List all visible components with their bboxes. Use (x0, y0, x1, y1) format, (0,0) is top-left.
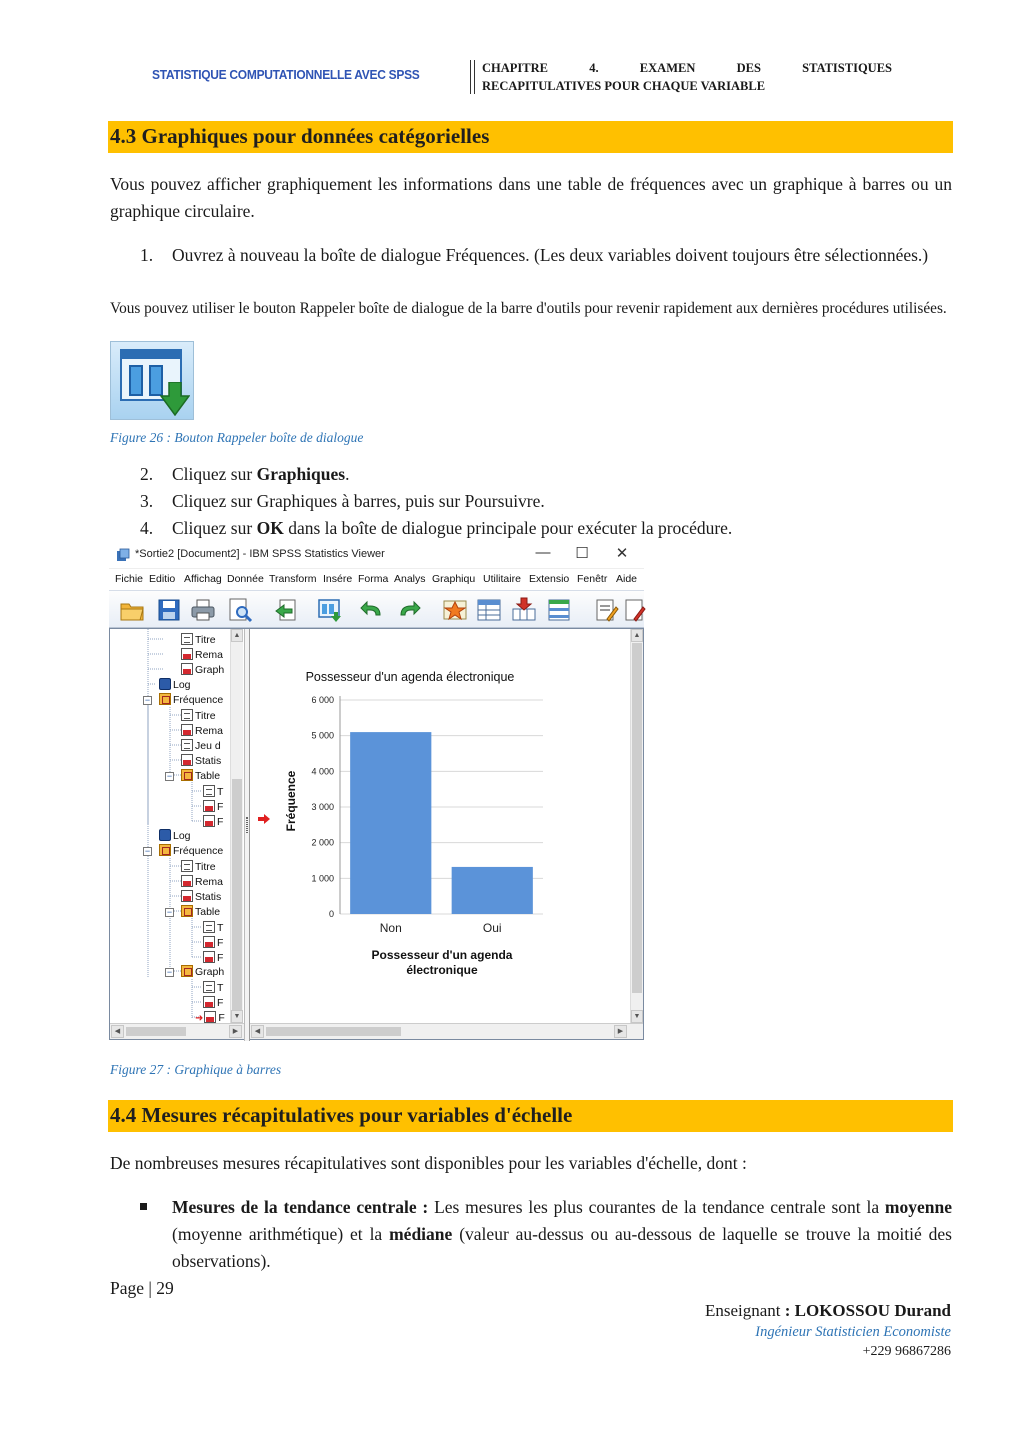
chart-icon (203, 996, 215, 1008)
redo-icon[interactable] (395, 597, 421, 623)
insert-heading-icon[interactable] (593, 597, 619, 623)
chart-title: Possesseur d'un agenda électronique (305, 670, 515, 684)
frequencies-book-icon (159, 844, 171, 856)
collapse-toggle-icon[interactable]: − (166, 907, 173, 917)
tree-item[interactable]: F (203, 815, 223, 829)
x-axis-ticks (380, 921, 502, 935)
y-tick-label: 0 (328, 909, 334, 919)
outline-pane[interactable] (110, 629, 244, 1023)
section-heading-4-4: 4.4 Mesures récapitulatives pour variables d'échelle (108, 1100, 953, 1132)
y-tick-label: 1 000 (311, 873, 334, 884)
title-icon (181, 860, 193, 872)
window-title: *Sortie2 [Document2] - IBM SPSS Statistics Viewer (135, 548, 385, 560)
tree-item[interactable]: − Fréquence (144, 694, 224, 706)
tree-item[interactable]: Rema (181, 875, 223, 889)
outline-vertical-scrollbar[interactable] (230, 629, 243, 1023)
statistics-icon (181, 890, 193, 902)
y-tick-label: 5 000 (311, 730, 334, 741)
tree-item[interactable]: F (203, 996, 223, 1010)
graph-book-icon (181, 965, 193, 977)
output-content-pane (250, 629, 643, 1023)
close-button[interactable]: ✕ (615, 545, 629, 562)
step-number: 2. (140, 464, 154, 484)
tree-item[interactable]: Statis (181, 754, 221, 768)
scroll-thumb[interactable] (126, 1027, 186, 1036)
insert-title-icon[interactable] (622, 597, 648, 623)
step-number: 1. (140, 245, 154, 265)
title-icon (203, 785, 215, 797)
step-text: Cliquez sur Graphiques à barres, puis sur Poursuivre. (172, 491, 545, 511)
scroll-thumb[interactable] (232, 779, 242, 1019)
table-icon (203, 800, 215, 812)
variables-icon[interactable] (546, 597, 572, 623)
scroll-left-arrow-icon[interactable]: ◀ (111, 1025, 124, 1038)
tree-item[interactable]: − Table (166, 906, 221, 918)
y-axis-ticks (311, 695, 334, 919)
section-heading-4-3: 4.3 Graphiques pour données catégorielles (108, 121, 953, 153)
table-book-icon (181, 769, 193, 781)
maximize-button[interactable]: ☐ (575, 545, 589, 562)
menu-edit[interactable]: Editio (149, 573, 176, 585)
menu-graphs[interactable]: Graphiqu (432, 573, 476, 585)
bar-oui (452, 867, 533, 914)
menu-view[interactable]: Affichag (184, 573, 222, 585)
notes-icon (181, 648, 193, 660)
menu-analyze[interactable]: Analys (394, 573, 426, 585)
teacher-signature-block (705, 1300, 951, 1362)
tree-item[interactable]: F (203, 936, 223, 950)
chart-bars (350, 732, 533, 914)
tree-item[interactable]: Graph (181, 663, 224, 677)
bar-non (350, 732, 431, 914)
scroll-right-arrow-icon[interactable]: ▶ (614, 1025, 627, 1038)
scroll-left-arrow-icon[interactable]: ◀ (251, 1025, 264, 1038)
selection-arrow-icon: ➜ (195, 1013, 204, 1023)
print-preview-icon[interactable] (227, 597, 253, 623)
bold-term: OK (256, 518, 284, 538)
chapter-heading-line1 (482, 61, 892, 76)
save-icon[interactable] (156, 597, 182, 623)
menu-utilities[interactable]: Utilitaire (483, 573, 521, 585)
scroll-up-arrow-icon[interactable]: ▲ (631, 629, 643, 642)
chapter-word: DES (736, 61, 761, 75)
menu-insert[interactable]: Insére (323, 573, 353, 585)
chart-icon (181, 663, 193, 675)
tree-item[interactable]: Statis (181, 890, 221, 904)
teacher-label: Enseignant (704, 1301, 785, 1320)
bar-chart (250, 629, 630, 1023)
chart-icon (204, 1011, 216, 1023)
scroll-thumb[interactable] (266, 1027, 401, 1036)
title-icon (181, 709, 193, 721)
spss-app-icon (116, 548, 130, 562)
book-title: STATISTIQUE COMPUTATIONNELLE AVEC SPSS (152, 68, 420, 82)
tree-item[interactable]: − Table (166, 770, 221, 782)
y-tick-label: 6 000 (311, 695, 334, 705)
menu-data[interactable]: Donnée (227, 573, 264, 585)
statistics-icon (181, 754, 193, 766)
step-number: 3. (140, 491, 154, 511)
menu-transform[interactable]: Transform (269, 573, 317, 585)
chapter-word: STATISTIQUES (802, 61, 892, 75)
step-text: Ouvrez à nouveau la boîte de dialogue Fréquences. (Les deux variables doivent toujours être sélectionnées.) (172, 245, 929, 265)
table-icon (203, 936, 215, 948)
content-horizontal-scrollbar[interactable] (250, 1023, 643, 1039)
toolbar (109, 590, 644, 628)
chapter-word: EXAMEN (639, 61, 696, 75)
scroll-down-arrow-icon[interactable]: ▼ (631, 1010, 643, 1023)
tree-item[interactable]: Log (159, 829, 191, 843)
x-tick-label: Non (379, 921, 402, 935)
x-axis-label-line2: électronique (406, 963, 478, 977)
intro-paragraph: Vous pouvez afficher graphiquement les informations dans une table de fréquences avec un graphique à barres ou un graphique circulaire. (110, 174, 952, 221)
tree-item[interactable]: Jeu d (181, 739, 221, 753)
title-icon (181, 633, 193, 645)
tree-item[interactable]: Rema (181, 724, 223, 738)
step-3 (140, 488, 952, 515)
notes-icon (181, 724, 193, 736)
menu-format[interactable]: Forma (358, 573, 389, 585)
figure-26-caption: Figure 26 : Bouton Rappeler boîte de dialogue (110, 430, 364, 445)
chapter-word: CHAPITRE (482, 61, 548, 75)
page-number: Page | 29 (110, 1278, 174, 1298)
tree-item[interactable]: − Fréquence (144, 845, 224, 857)
tree-item[interactable]: − Graph (166, 966, 225, 978)
tree-item[interactable]: Titre (181, 709, 216, 723)
header-divider (470, 60, 475, 94)
title-icon (203, 981, 215, 993)
notes-icon (181, 875, 193, 887)
dataset-icon (181, 739, 193, 751)
bullet-square-icon (140, 1203, 147, 1210)
menu-window[interactable]: Fenêtr (577, 573, 608, 585)
step-1 (140, 242, 952, 269)
menu-help[interactable]: Aide (616, 573, 638, 585)
tree-item[interactable]: F (203, 800, 223, 814)
step-4: 4. Cliquez sur OK dans la boîte de dialogue principale pour exécuter la procédure. (140, 515, 952, 542)
teacher-role: Ingénieur Statisticien Economiste (755, 1324, 951, 1340)
table-icon (203, 951, 215, 963)
spss-viewer-window (109, 543, 644, 1040)
title-bar (109, 543, 644, 567)
viewer-panes (109, 628, 644, 1040)
tree-item[interactable]: T (203, 921, 223, 935)
step-number: 4. (140, 518, 154, 538)
y-tick-label: 2 000 (311, 837, 334, 848)
tree-item[interactable]: T (203, 981, 223, 995)
chapter-heading-line2: RECAPITULATIVES POUR CHAQUE VARIABLE (482, 79, 766, 93)
menu-file[interactable]: Fichie (115, 573, 144, 585)
export-icon[interactable] (274, 597, 300, 623)
collapse-toggle-icon[interactable]: − (166, 771, 173, 781)
frequencies-book-icon (159, 693, 171, 705)
bullet-central-tendency: Mesures de la tendance centrale : Les mesures les plus courantes de la tendance centrale sont la moyenne (moyenne arithmétique) et la médiane (valeur au-dessus ou au-dessous de laquelle se trouve la moitié des observations). (140, 1194, 952, 1275)
tree-item[interactable]: F (203, 951, 223, 965)
open-folder-icon[interactable] (119, 597, 145, 623)
page-header (152, 60, 952, 96)
scroll-up-arrow-icon[interactable]: ▲ (231, 629, 243, 642)
table-icon (203, 815, 215, 827)
menu-bar (109, 568, 644, 589)
collapse-toggle-icon[interactable]: − (144, 846, 151, 856)
undo-icon[interactable] (360, 597, 386, 623)
go-to-data-icon[interactable] (442, 597, 468, 623)
collapse-toggle-icon[interactable]: − (166, 967, 173, 977)
x-tick-label: Oui (482, 921, 502, 935)
figure-27-caption: Figure 27 : Graphique à barres (110, 1062, 282, 1077)
section-4-4-intro: De nombreuses mesures récapitulatives sont disponibles pour les variables d'échelle, dont : (110, 1153, 747, 1173)
tree-item[interactable]: Log (159, 678, 191, 692)
y-axis-label: Fréquence (284, 770, 298, 832)
go-to-case-icon[interactable] (476, 597, 502, 623)
teacher-name: : LOKOSSOU Durand (784, 1301, 951, 1320)
scroll-thumb[interactable] (632, 643, 642, 993)
y-tick-label: 4 000 (311, 766, 334, 777)
chapter-word: 4. (589, 61, 599, 75)
scroll-down-arrow-icon[interactable]: ▼ (231, 1010, 243, 1023)
step-2: 2. Cliquez sur Graphiques. (140, 461, 952, 488)
teacher-phone: +229 96867286 (862, 1344, 951, 1359)
recall-dialog-icon (110, 341, 194, 420)
table-book-icon (181, 905, 193, 917)
minimize-button[interactable]: — (535, 544, 551, 561)
menu-extensions[interactable]: Extensio (529, 573, 570, 585)
tree-item[interactable]: Rema (181, 648, 223, 662)
scroll-right-arrow-icon[interactable]: ▶ (229, 1025, 242, 1038)
log-icon (159, 678, 171, 690)
log-icon (159, 829, 171, 841)
go-to-variable-icon[interactable] (511, 597, 537, 623)
note-paragraph: Vous pouvez utiliser le bouton Rappeler boîte de dialogue de la barre d'outils pour revenir rapidement aux dernières procédures utilisées. (110, 300, 947, 317)
bold-term: Graphiques (256, 464, 346, 484)
content-vertical-scrollbar[interactable] (630, 629, 643, 1023)
outline-horizontal-scrollbar[interactable] (110, 1023, 244, 1039)
x-axis-label-line1: Possesseur d'un agenda (371, 948, 513, 962)
print-icon[interactable] (190, 597, 216, 623)
tree-item-selected[interactable]: ➜ F (195, 1012, 225, 1023)
tree-item[interactable]: Titre (181, 633, 216, 647)
tree-item[interactable]: T (203, 785, 223, 799)
down-arrow-icon (160, 382, 190, 416)
tree-item[interactable]: Titre (181, 860, 216, 874)
title-icon (203, 921, 215, 933)
recall-dialog-icon[interactable] (317, 597, 343, 623)
y-tick-label: 3 000 (311, 802, 334, 812)
collapse-toggle-icon[interactable]: − (144, 695, 151, 705)
